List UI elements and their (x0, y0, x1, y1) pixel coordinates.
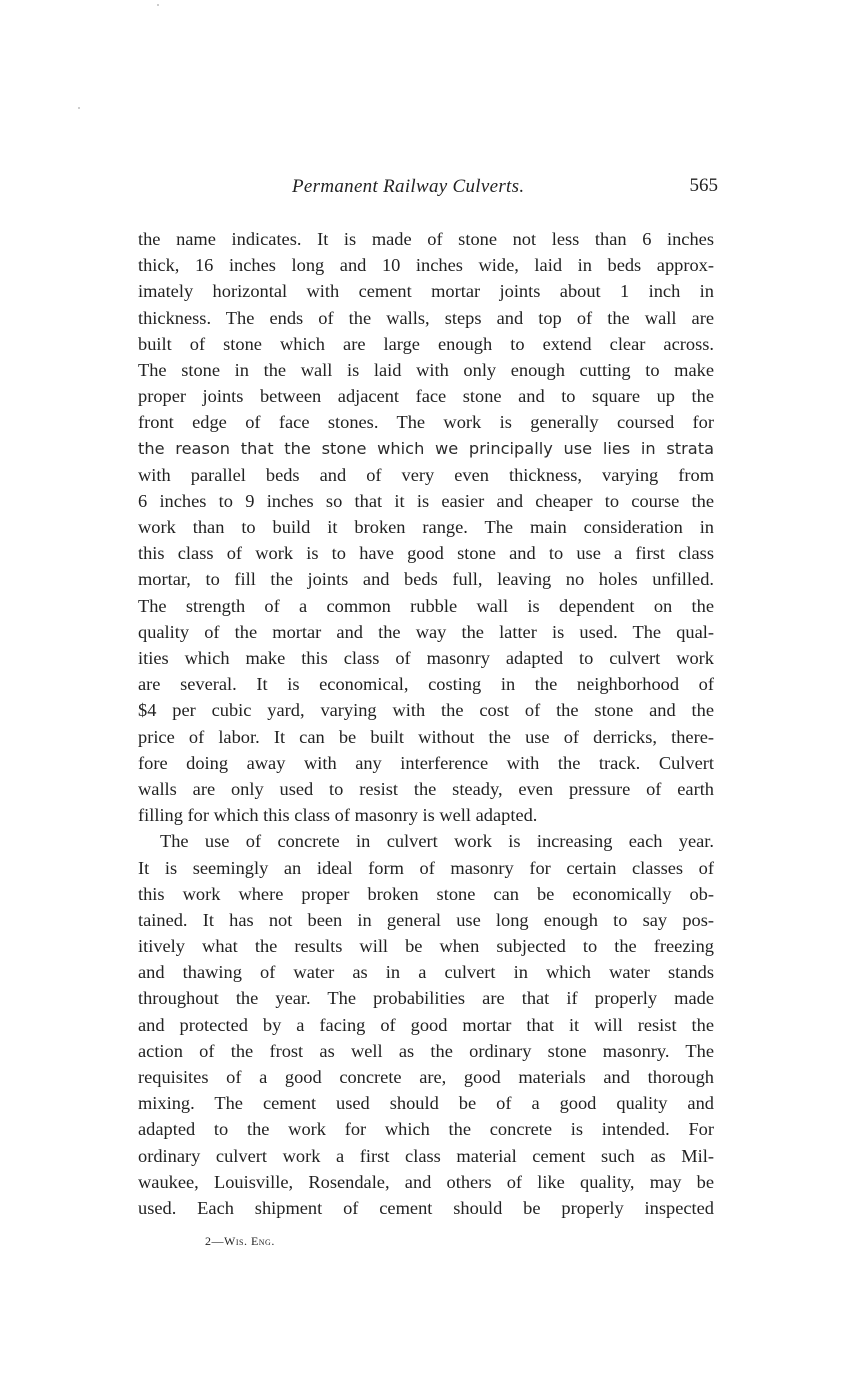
running-title: Permanent Railway Culverts. (292, 176, 525, 197)
text-line: filling for which this class of masonry is well adapted. (138, 805, 538, 826)
scan-speck (157, 4, 159, 6)
text-line: ordinary culvert work a first class material cement such as Mil- (138, 1145, 714, 1166)
text-line: are several. It is economical, costing in the neighborhood of (138, 674, 714, 695)
text-line: work than to build it broken range. The main consideration in (138, 517, 714, 538)
running-head (140, 176, 718, 202)
text-line: It is seemingly an ideal form of masonry for certain classes of (138, 857, 714, 878)
text-line: quality of the mortar and the way the latter is used. The qual- (138, 621, 714, 642)
text-line: fore doing away with any interference with the track. Culvert (138, 752, 714, 773)
text-line: walls are only used to resist the steady, even pressure of earth (138, 778, 714, 799)
text-line: mixing. The cement used should be of a good quality and (138, 1093, 714, 1114)
text-line: The stone in the wall is laid with only enough cutting to make (138, 359, 714, 380)
text-line: waukee, Louisville, Rosendale, and others of like quality, may be (138, 1171, 714, 1192)
text-line: front edge of face stones. The work is generally coursed for (138, 412, 714, 433)
text-line: this work where proper broken stone can be economically ob- (138, 883, 714, 904)
text-line: thick, 16 inches long and 10 inches wide, laid in beds approx- (138, 255, 714, 276)
text-line: action of the frost as well as the ordinary stone masonry. The (138, 1040, 714, 1061)
scan-speck (78, 107, 80, 109)
text-line: built of stone which are large enough to extend clear across. (138, 333, 714, 354)
text-line: $4 per cubic yard, varying with the cost of the stone and the (138, 700, 714, 721)
text-line: ities which make this class of masonry adapted to culvert work (138, 648, 714, 668)
text-line: with parallel beds and of very even thickness, varying from (138, 464, 714, 485)
text-line: throughout the year. The probabilities are that if properly made (138, 988, 714, 1009)
text-line: the reason that the stone which we principally use lies in strata (138, 438, 714, 458)
text-line: 6 inches to 9 inches so that it is easier and cheaper to course the (138, 490, 714, 511)
text-line: adapted to the work for which the concrete is intended. For (138, 1119, 714, 1140)
body-text (138, 226, 714, 1221)
text-line: itively what the results will be when subjected to the freezing (138, 936, 714, 957)
text-line: requisites of a good concrete are, good materials and thorough (138, 1067, 714, 1087)
text-line: this class of work is to have good stone and to use a first class (138, 543, 714, 564)
text-line: proper joints between adjacent face stone and to square up the (138, 386, 714, 407)
text-line: price of labor. It can be built without the use of derricks, there- (138, 726, 714, 747)
text-line: The use of concrete in culvert work is increasing each year. (160, 831, 714, 852)
signature-mark: 2—Wis. Eng. (205, 1234, 275, 1248)
text-line: and protected by a facing of good mortar that it will resist the (138, 1014, 714, 1035)
text-line: thickness. The ends of the walls, steps and top of the wall are (138, 307, 714, 328)
text-line: tained. It has not been in general use long enough to say pos- (138, 909, 714, 930)
text-line: imately horizontal with cement mortar joints about 1 inch in (138, 281, 714, 302)
text-line: and thawing of water as in a culvert in which water stands (138, 962, 714, 983)
text-line: mortar, to fill the joints and beds full, leaving no holes unfilled. (138, 569, 714, 590)
text-line: used. Each shipment of cement should be properly inspected (138, 1197, 714, 1218)
text-line: The strength of a common rubble wall is dependent on the (138, 595, 714, 616)
page-number: 565 (689, 175, 718, 196)
text-line: the name indicates. It is made of stone not less than 6 inches (138, 229, 714, 249)
